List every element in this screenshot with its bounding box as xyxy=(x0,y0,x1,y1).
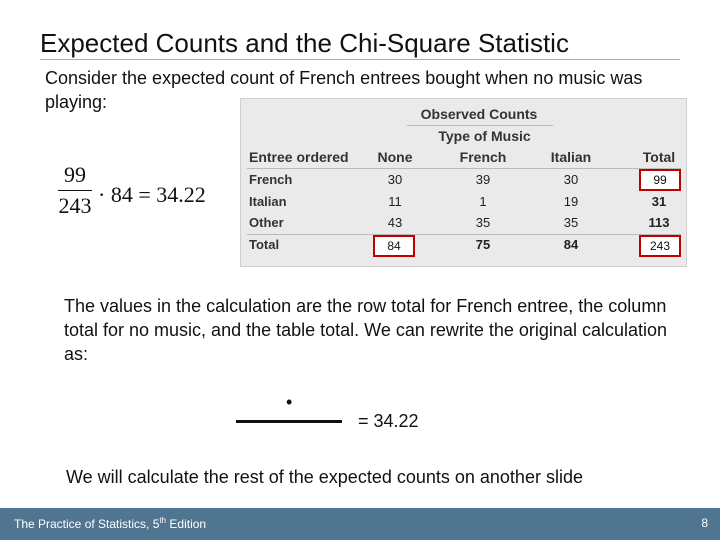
row-label-french: French xyxy=(249,172,293,187)
table-subheader: Type of Music xyxy=(438,128,531,144)
columns-divider xyxy=(247,168,681,169)
fraction-denominator: 243 xyxy=(58,193,92,218)
fraction xyxy=(58,162,92,219)
column-header: Italian xyxy=(550,149,592,165)
table-cell: 35 xyxy=(563,215,579,230)
table-cell: 39 xyxy=(475,172,491,187)
table-cell: 11 xyxy=(388,194,402,209)
slide-title: Expected Counts and the Chi-Square Statistic xyxy=(40,28,569,58)
intro-text: Consider the expected count of French entrees bought when no music was playing: xyxy=(45,68,643,112)
table-cell: 113 xyxy=(648,215,670,230)
highlight-col-total: 84 xyxy=(373,235,415,257)
explanation-text: The values in the calculation are the row total for French entree, the column total for no music, and the table total. We can rewrite the original calculation as: xyxy=(64,296,667,364)
fraction-bar xyxy=(58,190,92,191)
next-slide-note: We will calculate the rest of the expected counts on another slide xyxy=(66,467,583,487)
page-number: 8 xyxy=(701,516,708,530)
table-cell: 84 xyxy=(563,237,579,252)
blank-fraction-bar xyxy=(236,420,342,423)
footer-edition: Edition xyxy=(166,517,207,531)
column-header: Total xyxy=(642,149,676,165)
table-cell: 43 xyxy=(387,215,403,230)
table-cell: 1 xyxy=(479,194,487,209)
row-label-other: Other xyxy=(249,215,284,230)
table-header: Observed Counts xyxy=(420,106,538,122)
table-cell: 35 xyxy=(475,215,491,230)
footer-book: The Practice of Statistics, 5 xyxy=(14,517,160,531)
footer-bar xyxy=(0,508,720,540)
observed-counts-table xyxy=(240,98,687,267)
table-cell: 31 xyxy=(651,194,667,209)
table-cell: 19 xyxy=(563,194,579,209)
highlight-table-total: 243 xyxy=(639,235,681,257)
footer-book-title xyxy=(14,516,206,531)
table-cell: 75 xyxy=(475,237,491,252)
row-label-italian: Italian xyxy=(249,194,287,209)
highlight-row-total: 99 xyxy=(639,169,681,191)
rewrite-result: = 34.22 xyxy=(358,411,419,431)
footer-sup: th xyxy=(159,516,167,525)
formula-result: · 84 = 34.22 xyxy=(98,182,206,207)
multiplication-dot: • xyxy=(286,392,293,412)
table-cell: 30 xyxy=(563,172,579,187)
row-label-total: Total xyxy=(249,237,280,252)
table-cell: 30 xyxy=(387,172,403,187)
title-divider xyxy=(40,59,680,60)
fraction-numerator: 99 xyxy=(64,162,86,187)
column-header: French xyxy=(459,149,507,165)
column-header: Entree ordered xyxy=(249,149,349,165)
column-header: None xyxy=(377,149,413,165)
